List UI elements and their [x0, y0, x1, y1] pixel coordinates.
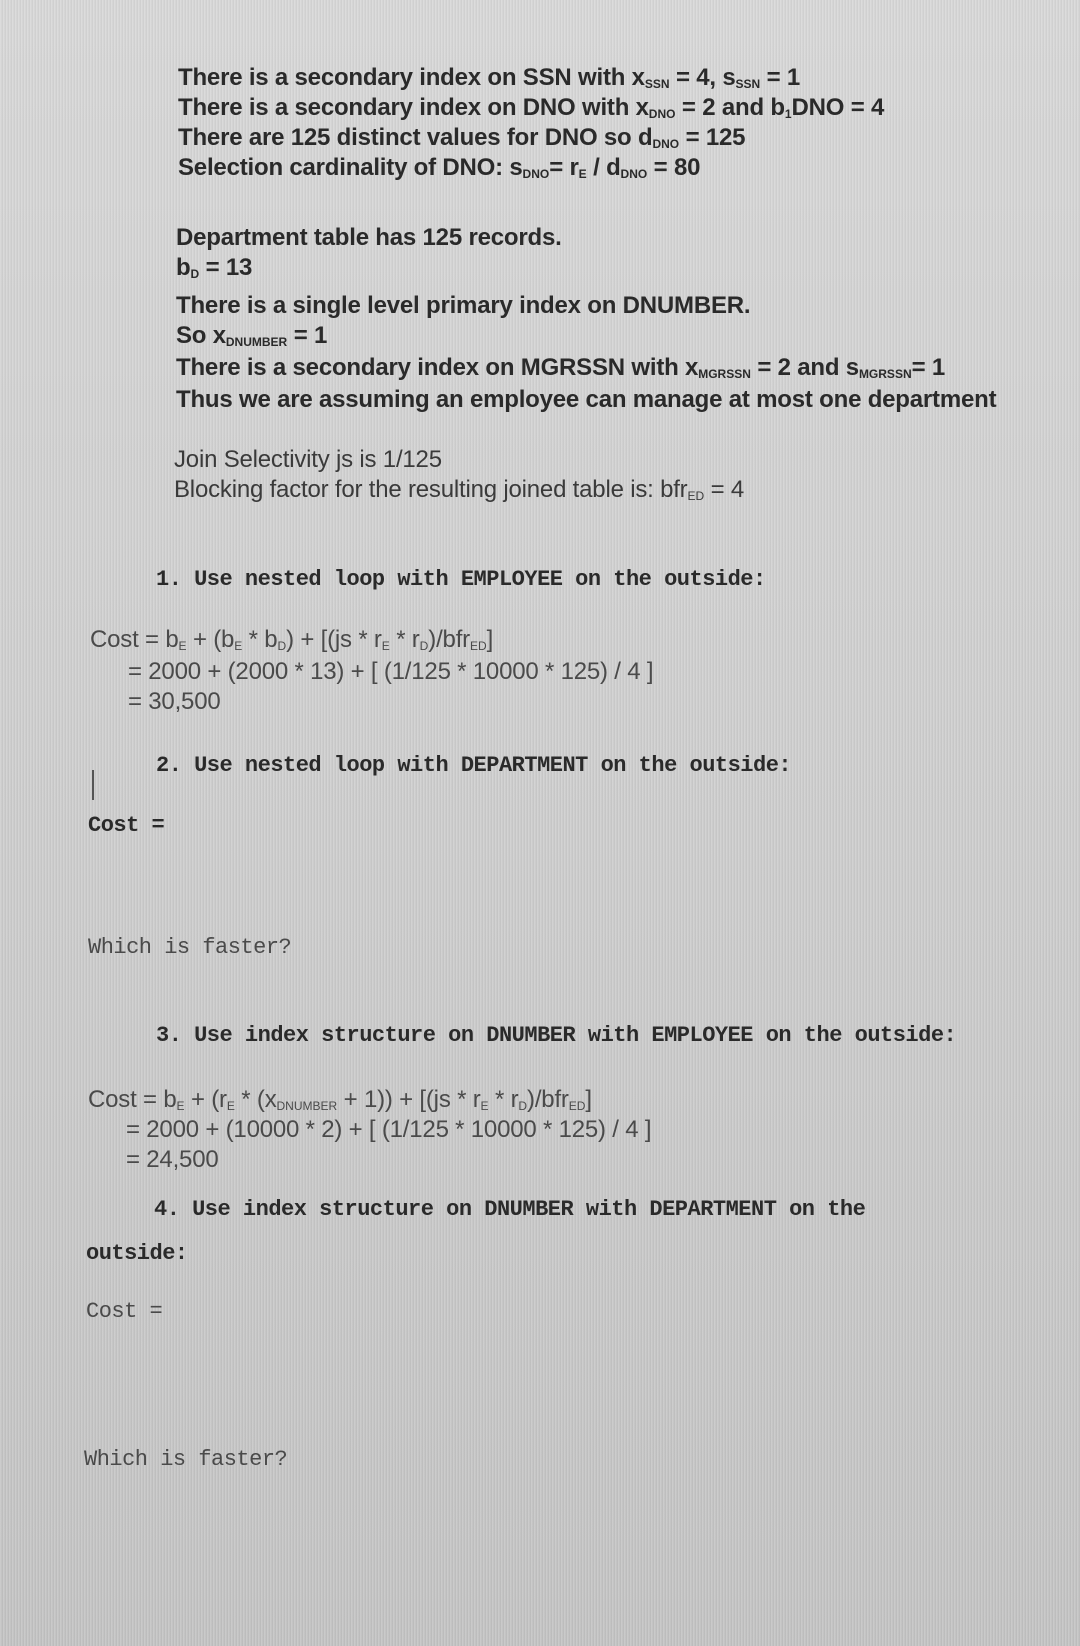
subscript: D [277, 639, 287, 653]
text: There is a secondary index on SSN with x [178, 64, 645, 91]
text: + (r [184, 1086, 227, 1113]
text: DNO = 4 [791, 94, 885, 121]
subscript: ED [687, 489, 705, 503]
mgrssn-index-line [176, 354, 945, 388]
text: = 1 [760, 64, 801, 91]
subscript: DNO [522, 167, 550, 181]
subscript: DNO [648, 107, 676, 121]
ssn-index-line [178, 64, 800, 98]
q1-cost-result: = 30,500 [128, 688, 221, 715]
subscript: E [234, 639, 243, 653]
x-dnumber-line [176, 322, 327, 356]
q4-heading-line1: 4. Use index structure on DNUMBER with DEPARTMENT on the [154, 1197, 866, 1222]
subscript: 1 [784, 107, 792, 121]
text: = r [549, 154, 579, 181]
text: = 125 [679, 124, 746, 151]
blocking-factor-line [174, 476, 744, 510]
text: b [165, 626, 179, 653]
q1-cost-formula [90, 626, 493, 660]
q3-cost-result: = 24,500 [126, 1146, 219, 1173]
dno-index-line [178, 94, 884, 128]
subscript: SSN [735, 77, 761, 91]
q3-cost-step2: = 2000 + (10000 * 2) + [ (1/125 * 10000 * 125) / 4 ] [126, 1116, 652, 1143]
text: = 4, s [669, 64, 736, 91]
subscript: E [178, 639, 187, 653]
text: ) + [(js * r [286, 626, 382, 653]
q4-cost-label[interactable]: Cost = [86, 1299, 163, 1324]
subscript: DNUMBER [276, 1099, 338, 1113]
q2-heading: 2. Use nested loop with DEPARTMENT on the outside: [156, 753, 792, 778]
subscript: SSN [644, 77, 670, 91]
text: = 80 [647, 154, 701, 181]
text: There is a secondary index on DNO with x [178, 94, 649, 121]
text: b [176, 254, 191, 281]
subscript: MGRSSN [698, 367, 751, 381]
text: * b [242, 626, 278, 653]
subscript: DNUMBER [225, 335, 288, 349]
subscript: DNO [652, 137, 680, 151]
text: = 1 [911, 354, 946, 381]
text: = 2 and b [675, 94, 785, 121]
text: Selection cardinality of DNO: s [178, 154, 523, 181]
subscript: DNO [620, 167, 648, 181]
text: = 4 [704, 476, 745, 503]
text: Blocking factor for the resulting joined table is: bfr [174, 476, 688, 503]
subscript: E [480, 1099, 489, 1113]
text: ] [486, 626, 494, 653]
subscript: E [578, 167, 587, 181]
text: * r [389, 626, 420, 653]
text: )/bfr [527, 1086, 569, 1113]
dno-distinct-line [178, 124, 745, 158]
q3-cost-formula [88, 1086, 592, 1120]
subscript: D [190, 267, 200, 281]
text: = 1 [287, 322, 328, 349]
q2-cost-label[interactable]: Cost = [88, 813, 165, 838]
selection-cardinality-line [178, 154, 700, 188]
subscript: D [419, 639, 429, 653]
text: = 2 and s [750, 354, 859, 381]
q4-which-faster: Which is faster? [84, 1447, 288, 1472]
text: * (x [234, 1086, 277, 1113]
cost-label: Cost = [88, 1086, 164, 1113]
text: There is a secondary index on MGRSSN with x [176, 354, 699, 381]
q2-which-faster: Which is faster? [88, 935, 292, 960]
assumption-line: Thus we are assuming an employee can manage at most one department [176, 386, 997, 413]
text: = 13 [199, 254, 253, 281]
text-cursor [92, 770, 94, 800]
text: + 1)) + [(js * r [337, 1086, 481, 1113]
text: b [163, 1086, 177, 1113]
text: + (b [186, 626, 235, 653]
department-records-line: Department table has 125 records. [176, 224, 562, 251]
text: There are 125 distinct values for DNO so d [178, 124, 653, 151]
cost-label: Cost = [90, 626, 166, 653]
q4-heading-line2: outside: [86, 1241, 188, 1266]
subscript: MGRSSN [858, 367, 912, 381]
text: ] [585, 1086, 592, 1113]
text: So x [176, 322, 226, 349]
text: * r [488, 1086, 519, 1113]
q3-heading: 3. Use index structure on DNUMBER with EMPLOYEE on the outside: [156, 1023, 957, 1048]
q1-heading: 1. Use nested loop with EMPLOYEE on the outside: [156, 567, 766, 592]
subscript: E [176, 1099, 185, 1113]
bd-line [176, 254, 252, 288]
join-selectivity-line: Join Selectivity js is 1/125 [174, 446, 442, 473]
subscript: E [226, 1099, 235, 1113]
q1-cost-step2: = 2000 + (2000 * 13) + [ (1/125 * 10000 * 125) / 4 ] [128, 658, 654, 685]
subscript: ED [568, 1099, 586, 1113]
text: / d [586, 154, 621, 181]
text: )/bfr [428, 626, 470, 653]
primary-index-line: There is a single level primary index on DNUMBER. [176, 292, 751, 319]
subscript: ED [469, 639, 487, 653]
subscript: D [518, 1099, 528, 1113]
subscript: E [381, 639, 390, 653]
